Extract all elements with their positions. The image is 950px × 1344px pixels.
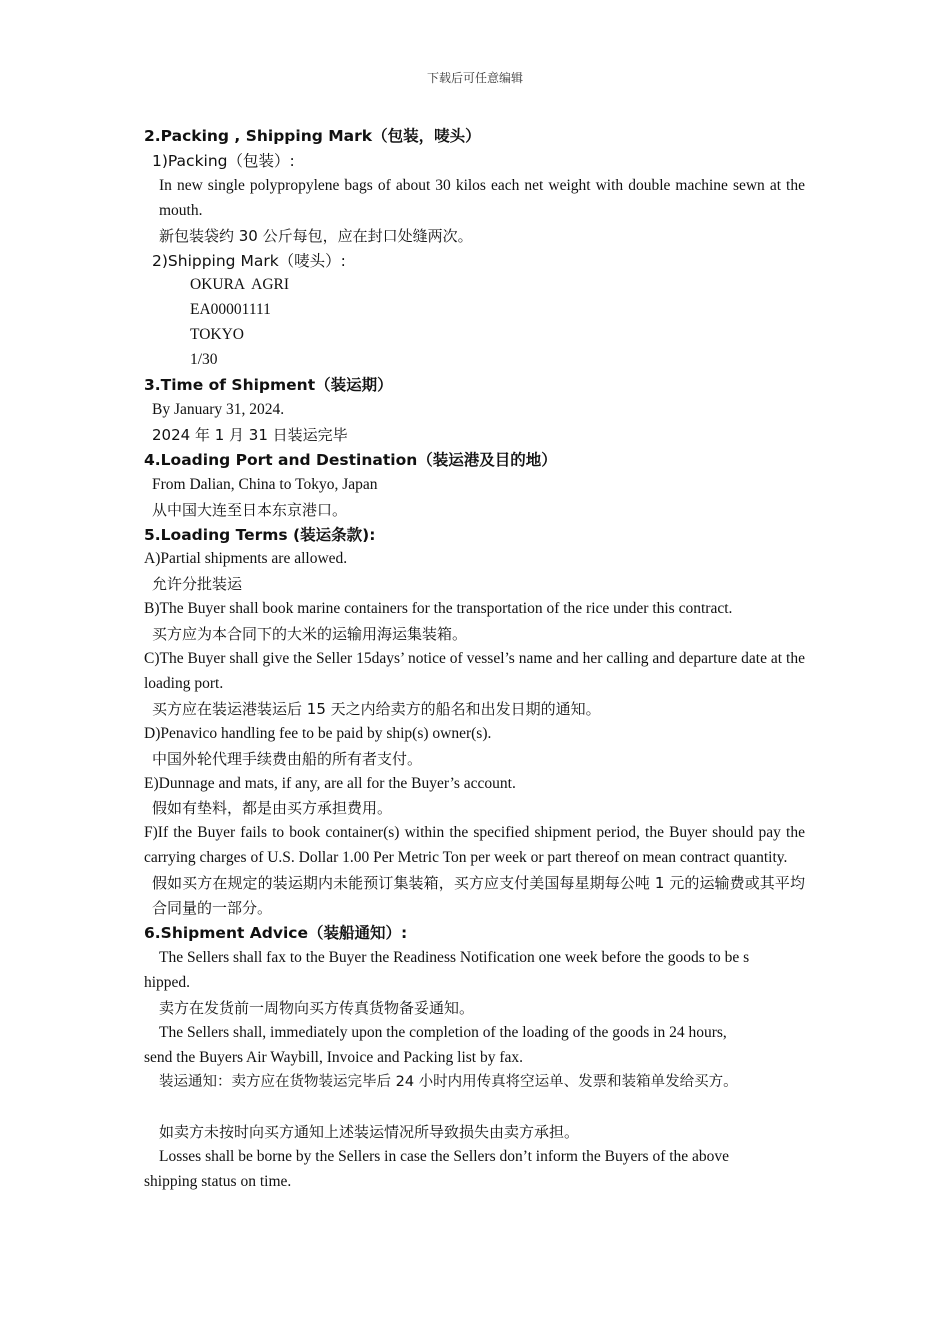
term-e-cn: 假如有垫料，都是由买方承担费用。 — [152, 799, 393, 818]
advice-p2-line2: send the Buyers Air Waybill, Invoice and Packing list by fax. — [144, 1048, 524, 1066]
shipping-mark-line: TOKYO — [190, 326, 244, 344]
term-b-en: B)The Buyer shall book marine containers for the transportation of the rice under this contract. — [144, 600, 733, 618]
advice-p2-cn: 装运通知：卖方应在货物装运完毕后 24 小时内用传真将空运单、发票和装箱单发给买方。 — [159, 1074, 738, 1091]
packing-text-en: In new single polypropylene bags of about 30 kilos each net weight with double machine sewn at the mouth. — [159, 176, 805, 219]
term-a-cn: 允许分批装运 — [152, 575, 243, 594]
advice-p2-line1: The Sellers shall, immediately upon the completion of the loading of the goods in 24 hours, — [159, 1023, 727, 1041]
section-title-terms: 5.Loading Terms (装运条款): — [144, 525, 376, 544]
term-b-cn: 买方应为本合同下的大米的运输用海运集装箱。 — [152, 625, 468, 644]
term-e-en: E)Dunnage and mats, if any, are all for the Buyer’s account. — [144, 774, 516, 792]
shipping-mark-line: 1/30 — [190, 351, 218, 369]
port-text-en: From Dalian, China to Tokyo, Japan — [152, 475, 378, 493]
advice-p1-line2: hipped. — [144, 973, 191, 991]
time-text-en: By January 31, 2024. — [152, 400, 285, 418]
term-a-en: A)Partial shipments are allowed. — [144, 550, 348, 568]
packing-label: 1)Packing（包装）: — [152, 151, 295, 170]
advice-p3-line2: shipping status on time. — [144, 1173, 292, 1191]
shipping-mark-label: 2)Shipping Mark（唛头）: — [152, 251, 346, 270]
time-text-cn: 2024 年 1 月 31 日装运完毕 — [152, 425, 348, 444]
term-d-cn: 中国外轮代理手续费由船的所有者支付。 — [152, 749, 423, 768]
advice-p1-cn: 卖方在发货前一周物向买方传真货物备妥通知。 — [159, 998, 475, 1017]
section-title-time: 3.Time of Shipment（装运期） — [144, 376, 393, 395]
section-title-advice: 6.Shipment Advice（装船通知）: — [144, 924, 408, 942]
term-f-en: F)If the Buyer fails to book container(s) within the specified shipment period, the Buyer should pay the carrying charges of U.S. Dollar 1.00 Per Metric Ton per week or part thereof on mean contract quantity. — [144, 824, 805, 867]
page-header: 下载后可任意编辑 — [426, 71, 523, 85]
shipping-mark-line: EA00001111 — [190, 301, 271, 319]
advice-p1-line1: The Sellers shall fax to the Buyer the Readiness Notification one week before the goods to be s — [159, 948, 750, 966]
term-d-en: D)Penavico handling fee to be paid by ship(s) owner(s). — [144, 724, 492, 742]
section-title-packing: 2.Packing , Shipping Mark（包装，唛头） — [144, 127, 481, 145]
packing-text-cn: 新包装袋约 30 公斤每包，应在封口处缝两次。 — [159, 226, 473, 245]
advice-p3-cn: 如卖方未按时向买方通知上述装运情况所导致损失由卖方承担。 — [159, 1123, 580, 1142]
advice-p3-line1: Losses shall be borne by the Sellers in case the Sellers don’t inform the Buyers of the above — [159, 1148, 730, 1166]
port-text-cn: 从中国大连至日本东京港口。 — [152, 500, 348, 519]
document-body — [144, 124, 805, 1195]
term-c-en: C)The Buyer shall give the Seller 15days’ notice of vessel’s name and her calling and departure date at the loading port. — [144, 650, 805, 692]
blank-line — [144, 1095, 805, 1120]
section-title-port: 4.Loading Port and Destination（装运港及目的地） — [144, 450, 557, 469]
term-c-cn: 买方应在装运港装运后 15 天之内给卖方的船名和出发日期的通知。 — [152, 699, 601, 718]
shipping-mark-line: OKURA AGRI — [190, 276, 290, 294]
term-f-cn: 假如买方在规定的装运期内未能预订集装箱，买方应支付美国每星期每公吨 1 元的运输费或其平均合同量的一部分。 — [152, 874, 805, 918]
